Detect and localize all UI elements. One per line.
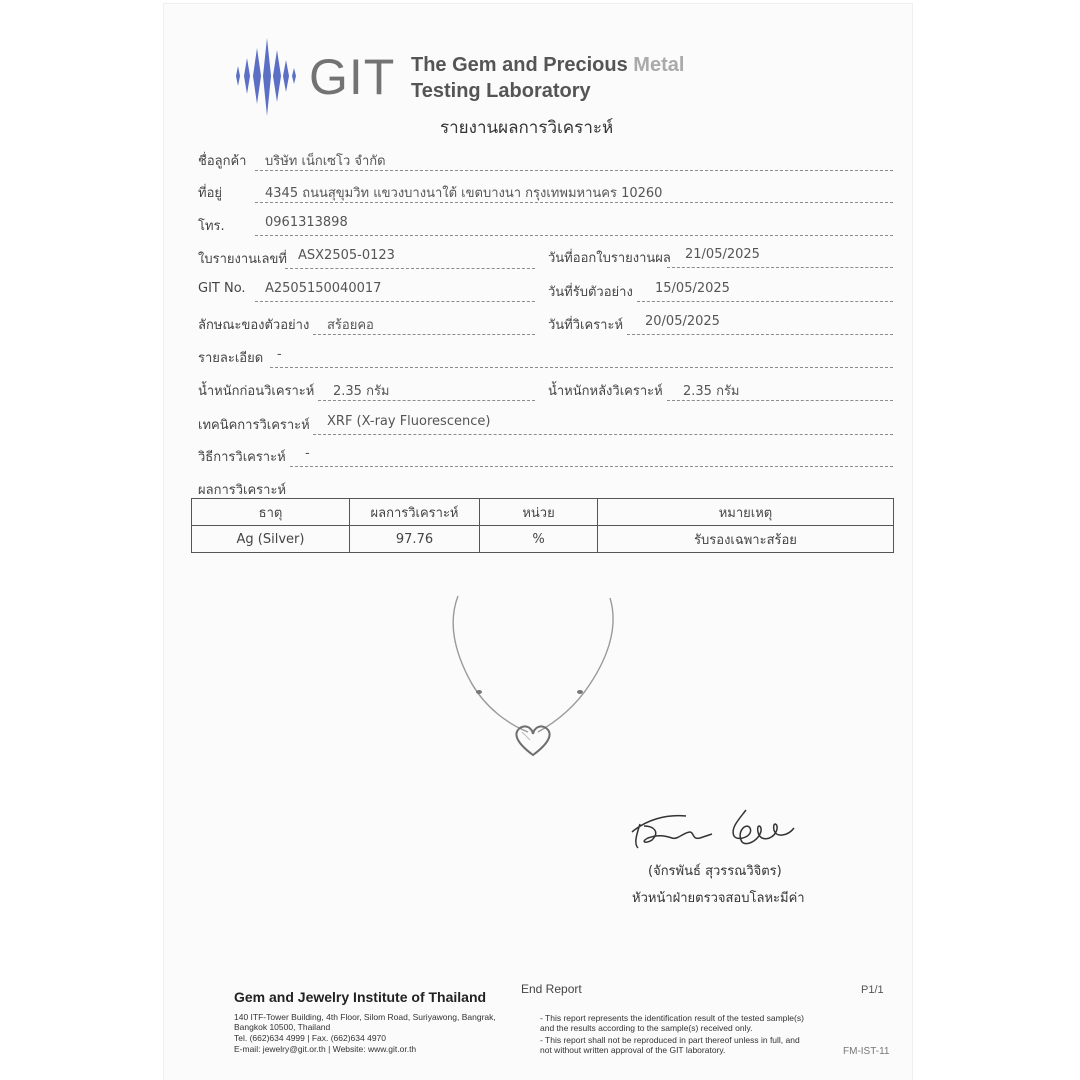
sample-label: ลักษณะของตัวอย่าง [198, 318, 310, 333]
footer-contact-1: Tel. (662)634 4999 | Fax. (662)634 4970 [234, 1033, 387, 1043]
divider [313, 434, 893, 435]
signatory-title: หัวหน้าฝ่ายตรวจสอบโลหะมีค่า [632, 891, 805, 906]
divider [255, 170, 893, 171]
customer-name-label: ชื่อลูกค้า [198, 154, 247, 169]
report-title: รายงานผลการวิเคราะห์ [440, 118, 614, 138]
report-no-label: ใบรายงานเลขที่ [198, 252, 287, 267]
phone-label: โทร. [198, 219, 225, 234]
git-no-value: A2505150040017 [265, 281, 382, 296]
phone-value: 0961313898 [265, 215, 348, 230]
footer-address-2: Bangkok 10500, Thailand [234, 1022, 331, 1032]
footer-note-2b: not without written approval of the GIT laboratory. [540, 1045, 726, 1055]
detail-label: รายละเอียด [198, 351, 264, 366]
signatory-name: (จักรพันธ์ สุวรรณวิจิตร) [648, 864, 782, 879]
git-no-label: GIT No. [198, 281, 246, 296]
table-header-row [192, 499, 894, 526]
issue-date-value: 21/05/2025 [685, 247, 760, 262]
divider [667, 400, 893, 401]
divider [637, 301, 893, 302]
divider [667, 267, 893, 268]
end-report-text: End Report [521, 982, 582, 996]
divider [290, 466, 893, 467]
table-header-cell: ผลการวิเคราะห์ [350, 499, 480, 526]
divider [318, 400, 535, 401]
git-logo-icon [232, 36, 306, 118]
analysis-date-value: 20/05/2025 [645, 314, 720, 329]
lab-name-line2: Testing Laboratory [411, 80, 591, 102]
results-table [191, 498, 894, 553]
table-header-cell: ธาตุ [192, 499, 350, 526]
footer-address-1: 140 ITF-Tower Building, 4th Floor, Silom Road, Suriyawong, Bangrak, [234, 1012, 496, 1022]
form-code: FM-IST-11 [843, 1046, 890, 1057]
weight-after-label: น้ำหนักหลังวิเคราะห์ [548, 384, 663, 399]
customer-name-value: บริษัท เน็กเซโว จำกัด [265, 154, 386, 169]
footer-contact-2: E-mail: jewelry@git.or.th | Website: www.git.or.th [234, 1044, 417, 1054]
logo-text: GIT [309, 49, 396, 105]
weight-before-value: 2.35 กรัม [333, 384, 390, 399]
method-value: - [305, 446, 310, 461]
table-cell: Ag (Silver) [192, 526, 350, 553]
sample-value: สร้อยคอ [327, 318, 374, 333]
footer-note-1b: and the results according to the sample(s) received only. [540, 1023, 753, 1033]
table-cell: % [480, 526, 598, 553]
lab-name-line1: The Gem and Precious Metal [411, 54, 685, 76]
footer-note-2a: - This report shall not be reproduced in part thereof unless in full, and [540, 1035, 800, 1045]
report-no-value: ASX2505-0123 [298, 248, 395, 263]
received-label: วันที่รับตัวอย่าง [548, 285, 633, 300]
technique-value: XRF (X-ray Fluorescence) [327, 414, 491, 429]
footer-org-name: Gem and Jewelry Institute of Thailand [234, 989, 487, 1005]
footer-note-1a: - This report represents the identification result of the tested sample(s) [540, 1013, 804, 1023]
divider [255, 235, 893, 236]
table-header-cell: หน่วย [480, 499, 598, 526]
divider [313, 334, 535, 335]
result-label: ผลการวิเคราะห์ [198, 483, 287, 498]
divider [255, 301, 535, 302]
table-header-cell: หมายเหตุ [598, 499, 894, 526]
issue-date-label: วันที่ออกใบรายงานผล [548, 251, 671, 266]
method-label: วิธีการวิเคราะห์ [198, 450, 286, 465]
address-label: ที่อยู่ [198, 186, 222, 201]
received-value: 15/05/2025 [655, 281, 730, 296]
weight-after-value: 2.35 กรัม [683, 384, 740, 399]
address-value: 4345 ถนนสุขุมวิท แขวงบางนาใต้ เขตบางนา กรุงเทพมหานคร 10260 [265, 186, 663, 201]
divider [627, 334, 893, 335]
necklace-image [440, 592, 620, 764]
divider [270, 367, 893, 368]
technique-label: เทคนิคการวิเคราะห์ [198, 418, 310, 433]
signature-icon [626, 802, 804, 852]
page-number: P1/1 [861, 984, 884, 996]
analysis-date-label: วันที่วิเคราะห์ [548, 318, 624, 333]
divider [285, 268, 535, 269]
table-row [192, 526, 894, 553]
weight-before-label: น้ำหนักก่อนวิเคราะห์ [198, 384, 315, 399]
divider [255, 202, 893, 203]
detail-value: - [277, 347, 282, 362]
table-cell: รับรองเฉพาะสร้อย [598, 526, 894, 553]
table-cell: 97.76 [350, 526, 480, 553]
